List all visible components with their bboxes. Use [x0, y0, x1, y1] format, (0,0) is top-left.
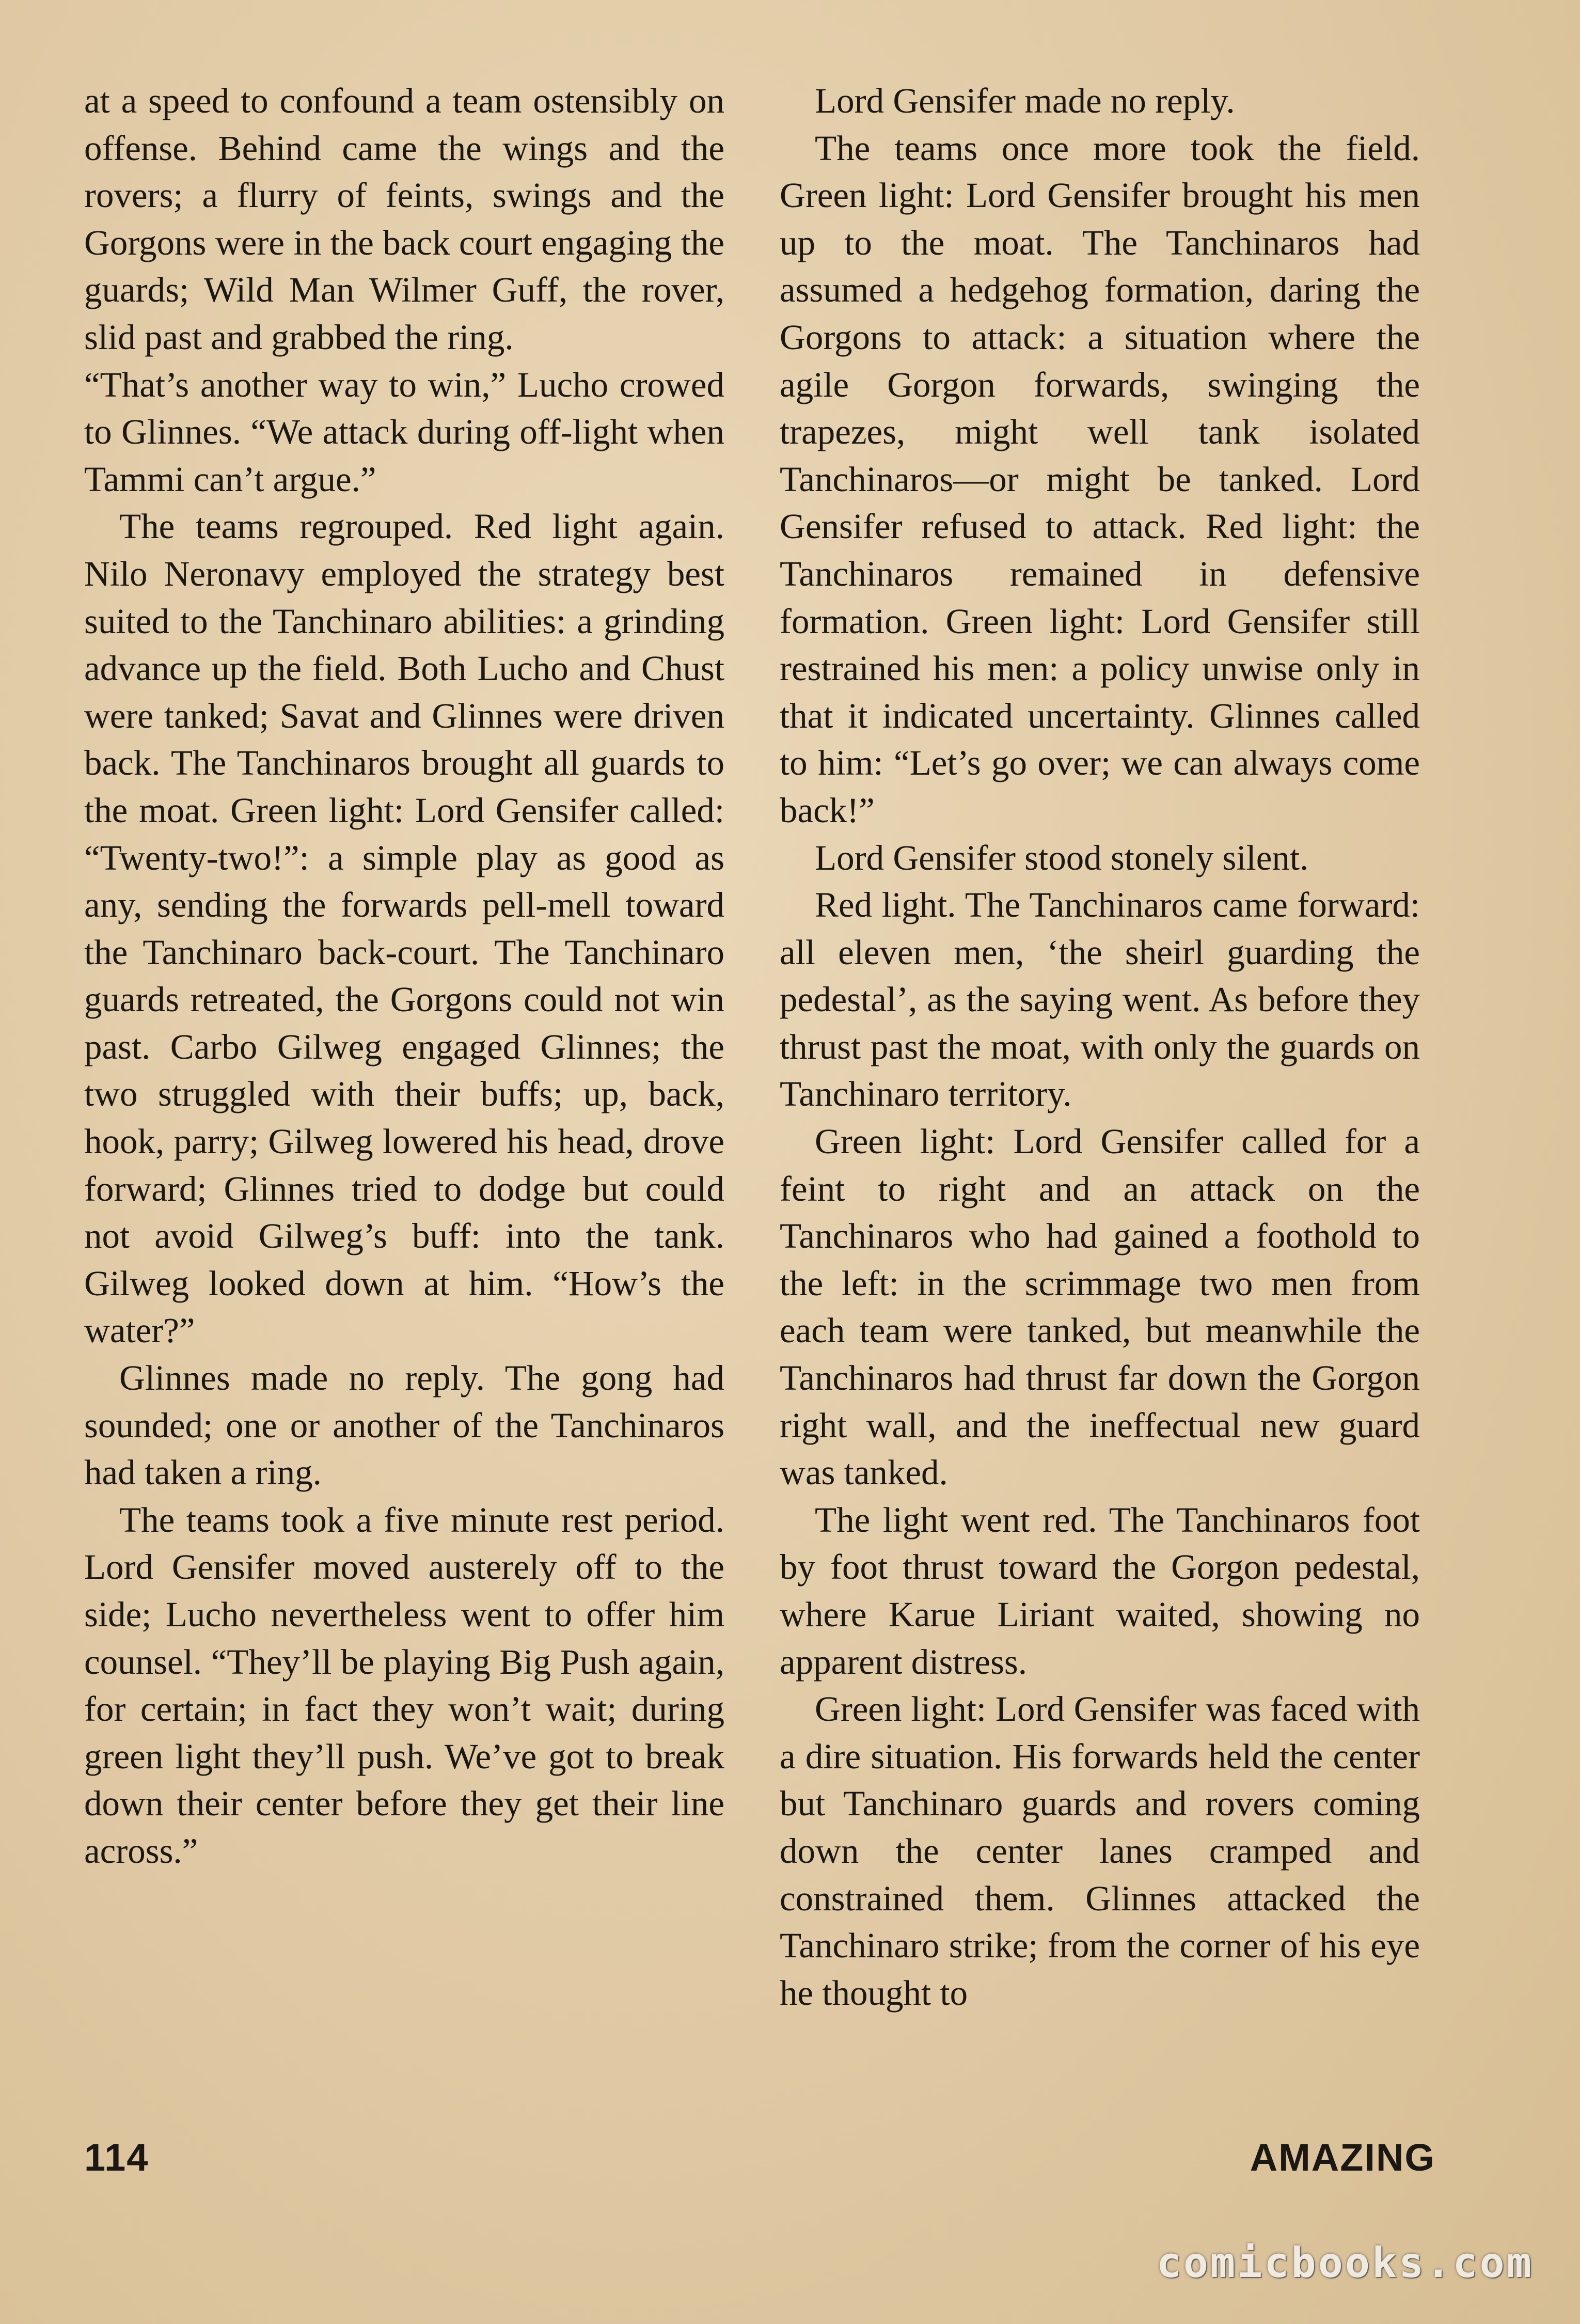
text-column-right	[780, 77, 1420, 2017]
paragraph: The teams took a five minute rest period. Lord Gensifer moved austerely off to the side; Lucho nevertheless went to offer him counsel. “They’ll be playing Big Push again, for certain; in fact they won’t wait; during green light they’ll push. We’ve got to break down their center before they get their line across.”	[84, 1500, 724, 1871]
paragraph: Lord Gensifer made no reply.	[815, 81, 1235, 120]
paragraph: “That’s another way to win,” Lucho crowed to Glinnes. “We attack during off-light when Tammi can’t argue.”	[84, 365, 724, 499]
paragraph: Lord Gensifer stood stonely silent.	[815, 838, 1309, 877]
paragraph: at a speed to confound a team ostensibly on offense. Behind came the wings and the rovers; a flurry of feints, swings and the Gorgons were in the back court engaging the guards; Wild Man Wilmer Guff, the rover, slid past and grabbed the ring.	[84, 81, 724, 357]
paragraph: The teams regrouped. Red light again. Nilo Neronavy employed the strategy best suited to the Tanchinaro abilities: a grinding advance up the field. Both Lucho and Chust were tanked; Savat and Glinnes were driven back. The Tanchinaros brought all guards to the moat. Green light: Lord Gensifer called: “Twenty-two!”: a simple play as good as any, sending the forwards pell-mell toward the Tanchinaro back-court. The Tanchinaro guards retreated, the Gorgons could not win past. Carbo Gilweg engaged Glinnes; the two struggled with their buffs; up, back, hook, parry; Gilweg lowered his head, drove forward; Glinnes tried to dodge but could not avoid Gilweg’s buff: into the tank. Gilweg looked down at him. “How’s the water?”	[84, 507, 724, 1351]
magazine-title: AMAZING	[1250, 2136, 1435, 2179]
paragraph: Green light: Lord Gensifer was faced with a dire situation. His forwards held the center but Tanchinaro guards and rovers coming down the center lanes cramped and constrained them. Glinnes attacked the Tanchinaro strike; from the corner of his eye he thought to	[780, 1689, 1420, 2013]
text-column-left	[84, 77, 724, 1875]
paragraph: Red light. The Tanchinaros came forward: all eleven men, ‘the sheirl guarding the pedestal’, as the saying went. As before they thrust past the moat, with only the guards on Tanchinaro territory.	[780, 885, 1420, 1114]
page-number: 114	[84, 2136, 149, 2179]
paragraph: Glinnes made no reply. The gong had sounded; one or another of the Tanchinaros had taken a ring.	[84, 1358, 724, 1493]
paragraph: The teams once more took the field. Green light: Lord Gensifer brought his men up to the moat. The Tanchinaros had assumed a hedgehog formation, daring the Gorgons to attack: a situation where the agile Gorgon forwards, swinging the trapezes, might well tank isolated Tanchinaros—or might be tanked. Lord Gensifer refused to attack. Red light: the Tanchinaros remained in defensive formation. Green light: Lord Gensifer still restrained his men: a policy unwise only in that it indicated uncertainty. Glinnes called to him: “Let’s go over; we can always come back!”	[780, 128, 1420, 830]
site-watermark: comicbooks.com	[1156, 2239, 1534, 2287]
paragraph: The light went red. The Tanchinaros foot by foot thrust toward the Gorgon pedestal, where Karue Liriant waited, showing no apparent distress.	[780, 1500, 1420, 1682]
paragraph: Green light: Lord Gensifer called for a feint to right and an attack on the Tanchinaros who had gained a foothold to the left: in the scrimmage two men from each team were tanked, but meanwhile the Tanchinaros had thrust far down the Gorgon right wall, and the ineffectual new guard was tanked.	[780, 1122, 1420, 1493]
